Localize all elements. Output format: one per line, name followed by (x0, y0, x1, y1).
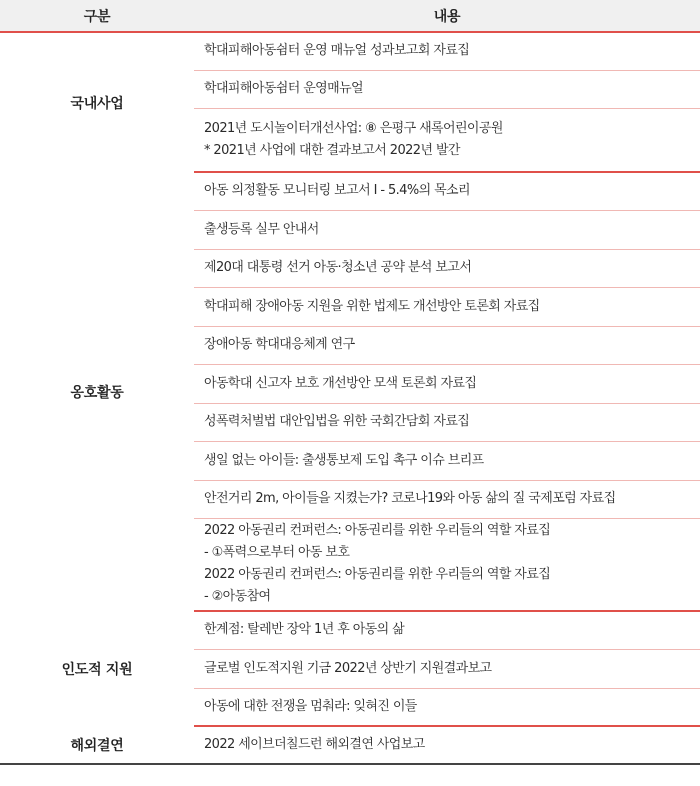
category-overseas-sponsorship: 해외결연 (0, 726, 194, 764)
item-text: 성폭력처벌법 대안입법을 위한 국회간담회 자료집 (204, 414, 470, 429)
category-humanitarian: 인도적 지원 (61, 661, 133, 678)
list-item (194, 364, 700, 403)
list-item (194, 688, 700, 726)
item-text: 2021년 도시놀이터개선사업: ⑧ 은평구 새록어린이공원 (204, 120, 503, 136)
item-text: 아동 의정활동 모니터링 보고서 I - 5.4%의 목소리 (204, 183, 470, 199)
table-header-row (0, 0, 700, 32)
list-item (194, 403, 700, 441)
list-item (194, 108, 700, 172)
list-item (194, 172, 700, 210)
item-text: - ①폭력으로부터 아동 보호 (204, 545, 350, 561)
category-advocacy: 옹호활동 (70, 384, 124, 401)
item-text: 한계점: 탈레반 장악 1년 후 아동의 삶 (204, 622, 405, 638)
item-text: 학대피해 장애아동 지원을 위한 법제도 개선방안 토론회 자료집 (204, 298, 540, 314)
table-row (0, 32, 700, 70)
header-content: 내용 (194, 0, 700, 32)
table-row (0, 172, 700, 210)
item-text: 제20대 대통령 선거 아동·청소년 공약 분석 보고서 (204, 260, 472, 275)
item-text: 학대피해아동쉼터 운영매뉴얼 (204, 81, 363, 96)
list-item (194, 326, 700, 364)
item-text: - ②아동참여 (204, 589, 271, 605)
table-row (0, 611, 700, 649)
list-item (194, 611, 700, 649)
list-item (194, 441, 700, 480)
item-text: 아동학대 신고자 보호 개선방안 모색 토론회 자료집 (204, 375, 477, 391)
list-item (194, 287, 700, 326)
item-text: 2022 세이브더칠드런 해외결연 사업보고 (204, 737, 425, 752)
item-text: 2022 아동권리 컨퍼런스: 아동권리를 위한 우리들의 역할 자료집 (204, 567, 551, 583)
list-item (194, 32, 700, 70)
list-item (194, 210, 700, 249)
item-text: * 2021년 사업에 대한 결과보고서 2022년 발간 (204, 142, 460, 158)
list-item (194, 726, 700, 764)
list-item (194, 518, 700, 611)
item-text: 안전거리 2m, 아이들을 지켰는가? 코로나19와 아동 삶의 질 국제포럼 자료집 (204, 491, 616, 506)
item-text: 아동에 대한 전쟁을 멈춰라: 잊혀진 이들 (204, 698, 417, 714)
table-body (0, 32, 700, 764)
list-item (194, 480, 700, 518)
item-text: 2022 아동권리 컨퍼런스: 아동권리를 위한 우리들의 역할 자료집 (204, 523, 551, 539)
list-item (194, 70, 700, 108)
item-text: 출생등록 실무 안내서 (204, 221, 319, 237)
list-item (194, 649, 700, 688)
header-category: 구분 (0, 0, 194, 32)
item-text: 글로벌 인도적지원 기금 2022년 상반기 지원결과보고 (204, 660, 492, 676)
list-item (194, 249, 700, 287)
item-text: 생일 없는 아이들: 출생통보제 도입 촉구 이슈 브리프 (204, 452, 484, 468)
item-text: 학대피해아동쉼터 운영 매뉴얼 성과보고회 자료집 (204, 43, 470, 59)
item-text: 장애아동 학대대응체계 연구 (204, 337, 355, 352)
category-domestic: 국내사업 (70, 95, 124, 112)
table-row (0, 726, 700, 764)
